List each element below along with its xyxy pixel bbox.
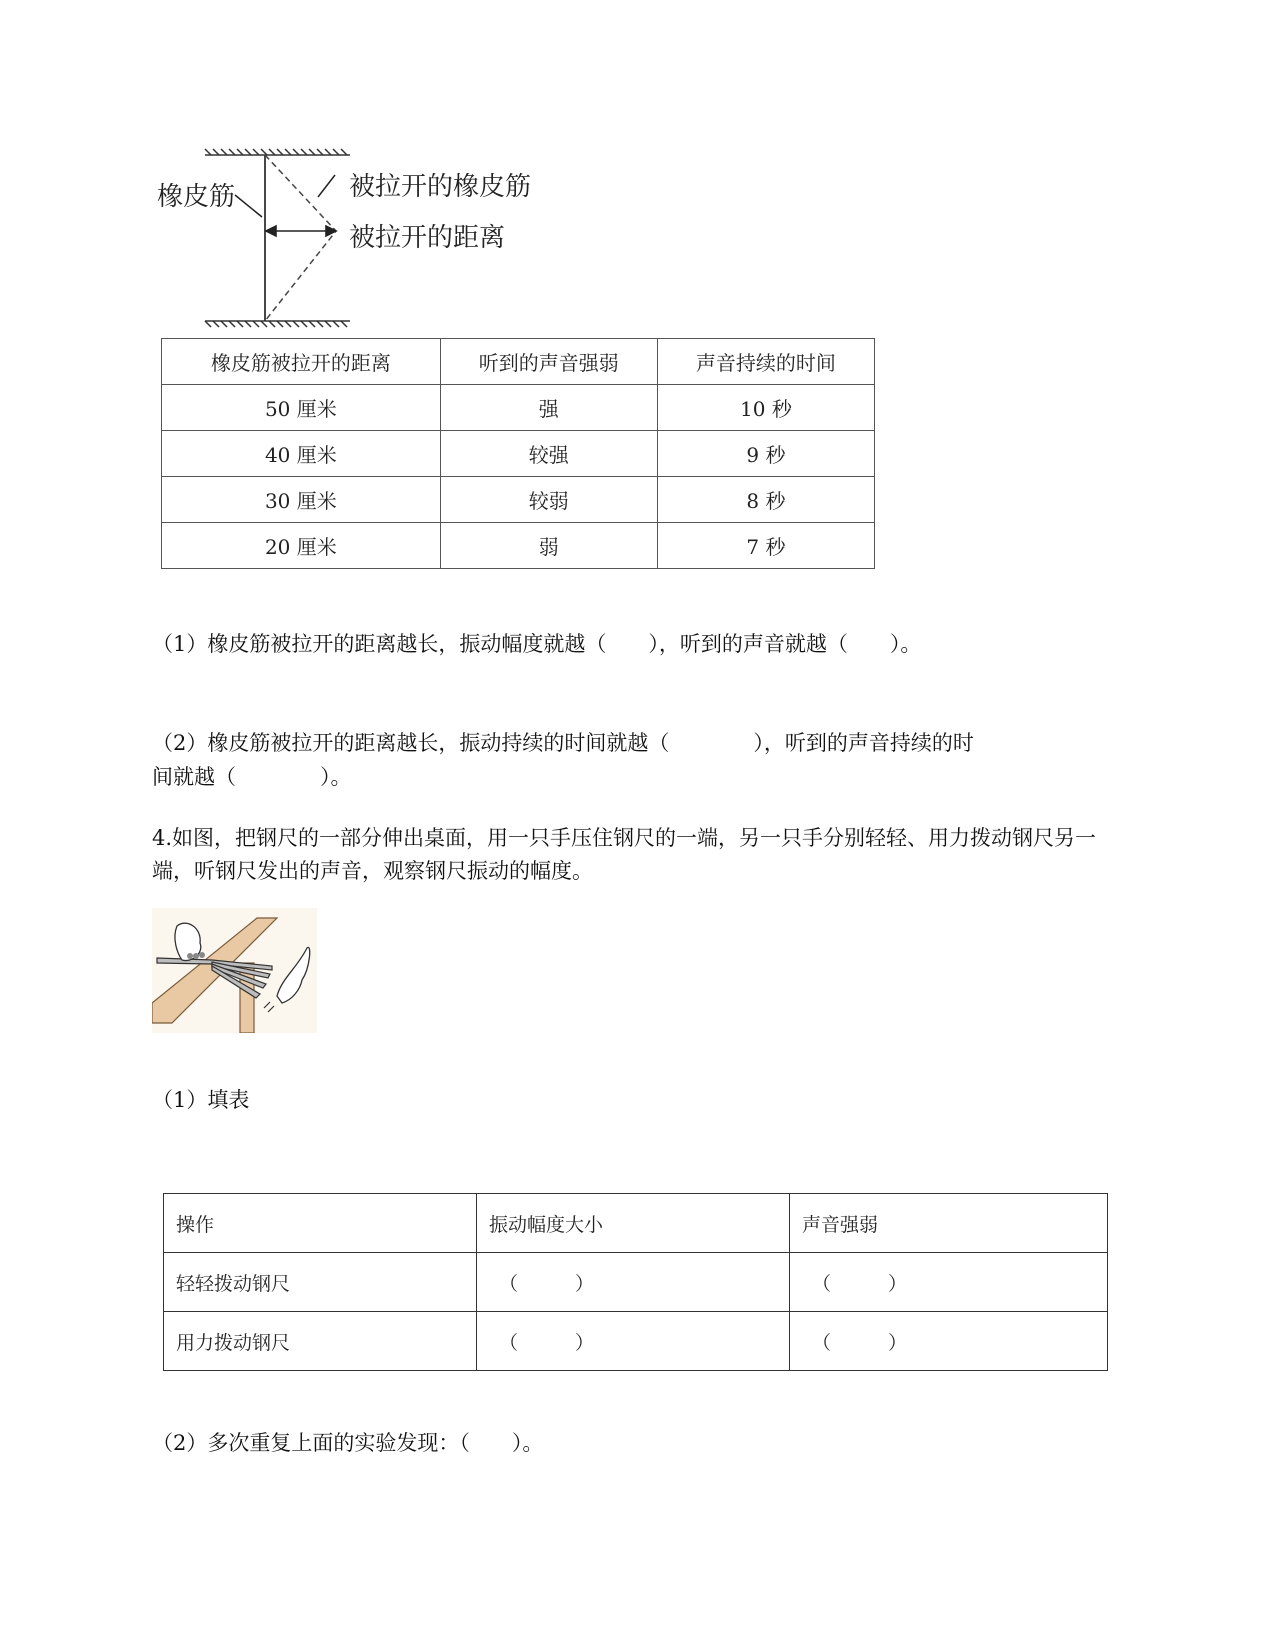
answer-blank[interactable]: （ ） [790, 1253, 1108, 1312]
rubber-band-results-table [161, 338, 875, 569]
answer-blank[interactable]: （ ） [477, 1312, 790, 1371]
table-header-cell: 操作 [164, 1194, 477, 1253]
table-cell: 强 [440, 385, 657, 431]
label-rubber-band: 橡皮筋 [157, 182, 236, 212]
question-4-part-1: （1）填表 [152, 1088, 250, 1112]
table-cell: 10 秒 [657, 385, 874, 431]
label-stretched-distance: 被拉开的距离 [349, 223, 506, 253]
table-cell: 用力拨动钢尺 [164, 1312, 477, 1371]
table-cell: 较强 [440, 431, 657, 477]
question-4: 4.如图，把钢尺的一部分伸出桌面，用一只手压住钢尺的一端，另一只手分别轻轻、用力拨动钢尺另一端，听钢尺发出的声音，观察钢尺振动的幅度。 [152, 826, 1097, 883]
ceiling-hatch [205, 149, 350, 155]
ruler-fill-table [163, 1193, 1108, 1371]
stretched-pointer [318, 175, 335, 197]
table-header-cell: 橡皮筋被拉开的距离 [162, 339, 441, 385]
table-cell: 30 厘米 [162, 477, 441, 523]
table-cell: 9 秒 [657, 431, 874, 477]
table-row [162, 385, 875, 431]
table-row [164, 1253, 1108, 1312]
table-header-cell: 听到的声音强弱 [440, 339, 657, 385]
table-row [162, 431, 875, 477]
question-4-part-2: （2）多次重复上面的实验发现：（ ）。 [152, 1431, 544, 1455]
table-cell: 20 厘米 [162, 523, 441, 569]
table-row [162, 523, 875, 569]
table-cell: 40 厘米 [162, 431, 441, 477]
table-cell: 较弱 [440, 477, 657, 523]
table-row [162, 477, 875, 523]
table-cell: 8 秒 [657, 477, 874, 523]
table-header-row [164, 1194, 1108, 1253]
ruler-experiment-illustration [152, 908, 317, 1033]
answer-blank[interactable]: （ ） [477, 1253, 790, 1312]
table-header-cell: 振动幅度大小 [477, 1194, 790, 1253]
question-1: （1）橡皮筋被拉开的距离越长，振动幅度就越（ ），听到的声音就越（ ）。 [152, 632, 922, 656]
table-cell: 轻轻拨动钢尺 [164, 1253, 477, 1312]
table-header-row [162, 339, 875, 385]
table-row [164, 1312, 1108, 1371]
stretched-band-line [265, 155, 336, 321]
distance-arrow [266, 226, 336, 236]
band-pointer [235, 195, 262, 217]
table-cell: 50 厘米 [162, 385, 441, 431]
answer-blank[interactable]: （ ） [790, 1312, 1108, 1371]
table-header-cell: 声音强弱 [790, 1194, 1108, 1253]
question-2-line-1: （2）橡皮筋被拉开的距离越长，振动持续的时间就越（ ），听到的声音持续的时 [152, 731, 974, 755]
question-2-line-2: 间就越（ ）。 [152, 765, 352, 789]
table-header-cell: 声音持续的时间 [657, 339, 874, 385]
floor-hatch [205, 321, 350, 327]
label-stretched-band: 被拉开的橡皮筋 [349, 172, 532, 202]
table-cell: 7 秒 [657, 523, 874, 569]
table-cell: 弱 [440, 523, 657, 569]
